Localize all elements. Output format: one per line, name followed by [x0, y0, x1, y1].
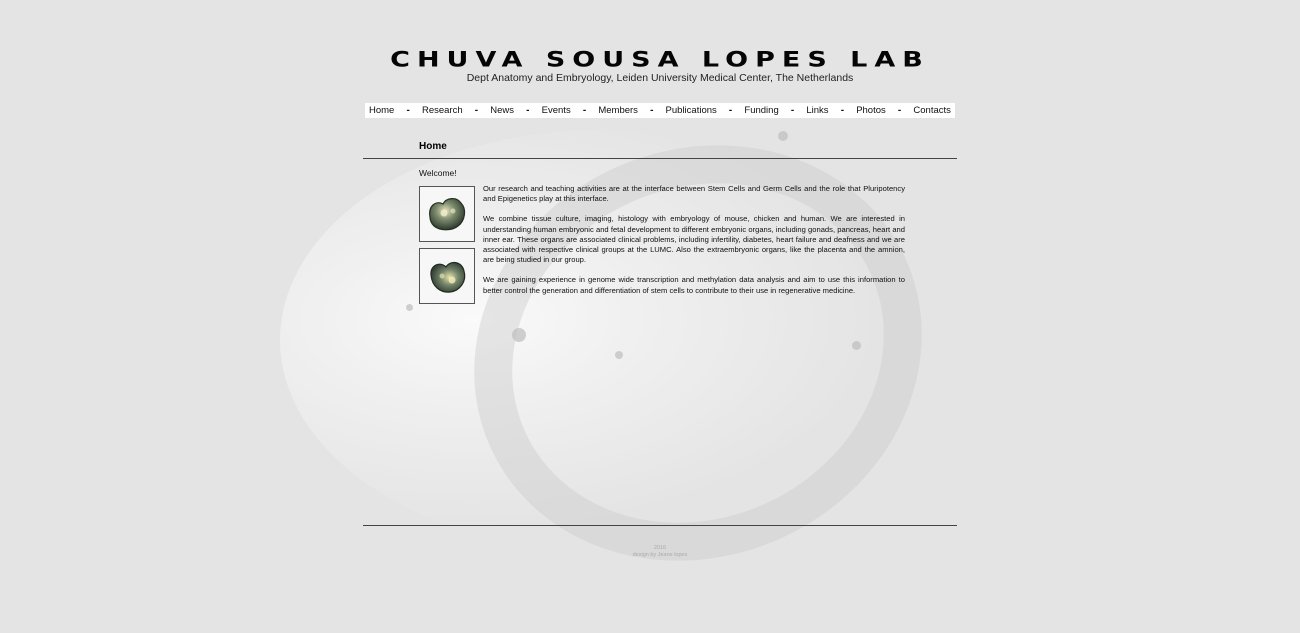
divider	[363, 158, 957, 159]
nav-item-publications[interactable]: Publications	[665, 105, 717, 116]
nav-separator: -	[526, 105, 530, 116]
nav-separator: -	[406, 105, 410, 116]
page-title: Home	[419, 141, 447, 152]
intro-paragraph: Our research and teaching activities are at the interface between Stem Cells and Germ Cells and the role that Pluripotency and Epigenetics play at this interface.	[483, 184, 905, 204]
nav-item-members[interactable]: Members	[598, 105, 638, 116]
site-subtitle: Dept Anatomy and Embryology, Leiden University Medical Center, The Netherlands	[466, 72, 854, 84]
embryo-image	[419, 186, 475, 242]
nav-item-events[interactable]: Events	[541, 105, 571, 116]
divider	[363, 525, 957, 526]
footer-credit: design by Jeane lopes	[632, 552, 688, 558]
nav-separator: -	[897, 105, 902, 116]
footer-year: 2016	[653, 545, 667, 551]
site-logo[interactable]: CHUVA SOUSA LOPES LAB	[390, 47, 930, 72]
nav-item-home[interactable]: Home	[369, 105, 395, 116]
page-container	[363, 0, 957, 563]
nav-separator: -	[582, 105, 587, 116]
nav-separator: -	[650, 105, 654, 116]
nav-separator: -	[840, 105, 845, 116]
welcome-text: Welcome!	[419, 168, 457, 178]
nav-item-news[interactable]: News	[490, 105, 515, 116]
intro-paragraph: We combine tissue culture, imaging, histology with embryology of mouse, chicken and human. We are interested in understanding human embryonic and fetal development to different embryonic organs, including gonads, pancreas, heart and inner ear. These organs are associated clinical problems, including infertility, diabetes, heart failure and deafness and we are associated with respective clinical groups at the LUMC. Also the extraembryonic organs, like the placenta and the amnion, are being studied in our group.	[483, 214, 905, 265]
nav-item-photos[interactable]: Photos	[856, 105, 886, 116]
nav-item-links[interactable]: Links	[806, 105, 829, 116]
nav-separator: -	[790, 105, 795, 116]
main-nav	[365, 103, 955, 118]
footer	[363, 545, 957, 559]
intro-text	[483, 184, 905, 306]
nav-item-research[interactable]: Research	[421, 105, 463, 116]
nav-item-funding[interactable]: Funding	[744, 105, 779, 116]
embryo-image	[419, 248, 475, 304]
nav-separator: -	[728, 105, 733, 116]
nav-separator: -	[474, 105, 479, 116]
nav-item-contacts[interactable]: Contacts	[913, 105, 951, 116]
intro-paragraph: We are gaining experience in genome wide transcription and methylation data analysis and aim to use this information to better control the generation and differentiation of stem cells to contribute to their use in regenerative medicine.	[483, 275, 905, 295]
